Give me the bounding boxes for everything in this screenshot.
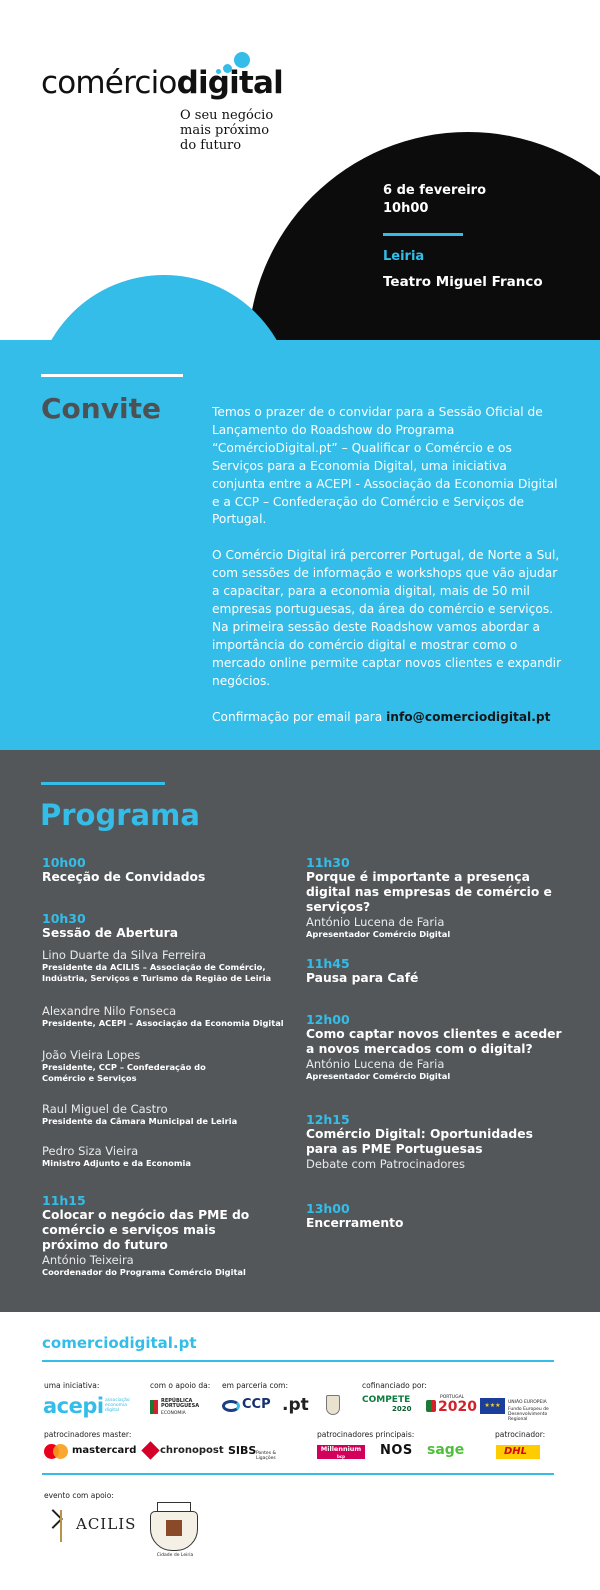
acepi-logo[interactable] bbox=[43, 1396, 104, 1417]
footer bbox=[0, 1312, 600, 1590]
speaker-name: Alexandre Nilo Fonseca bbox=[42, 1004, 177, 1018]
speaker-entry bbox=[42, 1048, 302, 1084]
brand-logo[interactable] bbox=[41, 65, 283, 101]
header-black-circle bbox=[248, 132, 600, 345]
speaker-role: Presidente, CCP – Confederação do Comércio e Serviços bbox=[42, 1062, 206, 1083]
site-link[interactable]: comerciodigital.pt bbox=[42, 1334, 197, 1352]
logo-regular-text: comércio bbox=[41, 65, 177, 101]
speaker-entry bbox=[42, 1144, 302, 1169]
schedule-title: Sessão de Abertura bbox=[42, 926, 179, 940]
schedule-time: 10h00 bbox=[42, 855, 86, 870]
eu-label: UNIÃO EUROPEIA bbox=[508, 1400, 547, 1405]
eu-fund-label: Fundo Europeu de Desenvolvimento Regional bbox=[508, 1407, 549, 1422]
schedule-time: 12h00 bbox=[306, 1012, 350, 1027]
speaker-role: Presidente, ACEPI – Associação da Economia Digital bbox=[42, 1018, 284, 1028]
speaker-role: Presidente da ACILIS – Associação de Comércio, Indústria, Serviços e Turismo da Região de Leiria bbox=[42, 962, 272, 983]
logo-bold-text: digital bbox=[176, 65, 283, 101]
speaker-entry bbox=[42, 1004, 302, 1029]
leiria-seal-text: Cidade de Leiria bbox=[156, 1553, 194, 1558]
speaker-role: Ministro Adjunto e da Economia bbox=[42, 1158, 191, 1168]
portugal2020-logo[interactable]: 2020 bbox=[438, 1399, 477, 1415]
tagline-line: O seu negócio bbox=[180, 108, 274, 123]
millennium-logo[interactable] bbox=[317, 1445, 365, 1459]
confirmation-label: Confirmação por email para bbox=[212, 709, 387, 724]
leiria-seal-icon[interactable] bbox=[146, 1502, 202, 1560]
millennium-logo-text: Millennium bbox=[320, 1445, 362, 1453]
master-sponsors-label: patrocinadores master: bbox=[44, 1430, 132, 1439]
program-divider bbox=[41, 782, 165, 785]
invitation-title: Convite bbox=[41, 392, 161, 425]
schedule-item bbox=[306, 855, 568, 940]
schedule-time: 11h15 bbox=[42, 1193, 86, 1208]
speaker-role: Apresentador Comércio Digital bbox=[306, 1071, 451, 1081]
acilis-mark-icon bbox=[44, 1510, 68, 1542]
schedule-item bbox=[306, 1201, 568, 1231]
invitation-divider bbox=[41, 374, 183, 377]
speaker-name: Lino Duarte da Silva Ferreira bbox=[42, 948, 207, 962]
schedule-item bbox=[306, 956, 568, 986]
schedule-item bbox=[306, 1012, 568, 1082]
portugal-label: PORTUGAL bbox=[440, 1395, 465, 1400]
confirmation-line bbox=[212, 709, 562, 727]
dhl-logo[interactable] bbox=[496, 1445, 540, 1459]
mastercard-logo[interactable]: mastercard bbox=[72, 1445, 137, 1456]
chronopost-logo[interactable]: chronopost bbox=[160, 1445, 224, 1456]
speaker-role: Apresentador Comércio Digital bbox=[306, 929, 451, 939]
ccp-swirl-icon bbox=[222, 1400, 240, 1412]
acepi-logo-text: acepi bbox=[43, 1394, 104, 1418]
sibs-subtitle: Pontes & Ligações bbox=[256, 1451, 276, 1461]
schedule-item bbox=[306, 1112, 536, 1171]
speaker-role: Coordenador do Programa Comércio Digital bbox=[42, 1267, 246, 1277]
speaker-name: António Lucena de Faria bbox=[306, 1057, 445, 1071]
speaker-name: João Vieira Lopes bbox=[42, 1048, 141, 1062]
speaker-entry bbox=[42, 948, 302, 984]
event-city: Leiria bbox=[383, 249, 425, 264]
schedule-title: Porque é importante a presença digital nas empresas de comércio e serviços? bbox=[306, 870, 552, 914]
speaker-entry bbox=[42, 1102, 302, 1127]
schedule-title: Colocar o negócio das PME do comércio e serviços mais próximo do futuro bbox=[42, 1208, 250, 1252]
republica-logo-text: REPÚBLICA PORTUGUESA bbox=[161, 1398, 200, 1409]
event-divider bbox=[383, 233, 463, 236]
partnership-label: em parceria com: bbox=[222, 1381, 289, 1390]
tagline-line: do futuro bbox=[180, 138, 242, 153]
compete-year: 2020 bbox=[392, 1405, 412, 1413]
tagline bbox=[180, 108, 320, 153]
acilis-logo[interactable]: ACILIS bbox=[76, 1515, 137, 1533]
event-venue: Teatro Miguel Franco bbox=[383, 274, 543, 290]
crest-icon bbox=[326, 1395, 340, 1415]
footer-divider bbox=[42, 1360, 554, 1362]
speaker-role: Presidente da Câmara Municipal de Leiria bbox=[42, 1116, 238, 1126]
speaker-name: António Lucena de Faria bbox=[306, 915, 445, 929]
invitation-paragraph: O Comércio Digital irá percorrer Portugal, de Norte a Sul, com sessões de informação e workshops que vão ajudar a capacitar, para a economia digital, mais de 50 mil empresas portuguesas, da área do comércio e serviços. Na primeira sessão deste Roadshow vamos abordar a importância do comércio digital e mostrar como o mercado online permite captar novos clientes e expandir negócios. bbox=[212, 548, 562, 688]
event-support-label: evento com apoio: bbox=[44, 1491, 114, 1500]
schedule-item bbox=[42, 1193, 274, 1278]
sibs-logo[interactable]: SIBS bbox=[228, 1444, 257, 1457]
speaker-name: Debate com Patrocinadores bbox=[306, 1157, 465, 1171]
cofinanced-label: cofinanciado por: bbox=[362, 1381, 427, 1390]
schedule-time: 10h30 bbox=[42, 911, 86, 926]
speaker-name: Raul Miguel de Castro bbox=[42, 1102, 168, 1116]
compete-logo[interactable]: COMPETE bbox=[362, 1395, 411, 1405]
invitation-paragraph: Temos o prazer de o convidar para a Sessão Oficial de Lançamento do Roadshow do Programa “ComércioDigital.pt” – Qualificar o Comércio e os Serviços para a Economia Digital, uma iniciativa conjunta entre a ACEPI - Associação da Economia Digital e a CCP – Confederação do Comércio e Serviços de Portugal. bbox=[212, 405, 558, 527]
portugal2020-mark-icon bbox=[426, 1400, 436, 1412]
sponsor-label: patrocinador: bbox=[495, 1430, 546, 1439]
ccp-logo[interactable]: CCP bbox=[242, 1397, 271, 1412]
nos-logo[interactable]: NOS bbox=[380, 1443, 413, 1458]
acepi-subtitle: associação economia digital bbox=[105, 1398, 130, 1413]
main-sponsors-label: patrocinadores principais: bbox=[317, 1430, 415, 1439]
speaker-name: António Teixeira bbox=[42, 1253, 134, 1267]
schedule-time: 13h00 bbox=[306, 1201, 350, 1216]
schedule-item bbox=[42, 855, 302, 885]
initiative-label: uma iniciativa: bbox=[44, 1381, 100, 1390]
invitation-section bbox=[0, 340, 600, 750]
pt-logo[interactable]: .pt bbox=[282, 1395, 309, 1415]
schedule-title: Pausa para Café bbox=[306, 971, 419, 985]
eu-flag-icon: ★★★ bbox=[480, 1398, 505, 1414]
schedule-time: 11h30 bbox=[306, 855, 350, 870]
tagline-line: mais próximo bbox=[180, 123, 270, 138]
republica-subtitle: ECONOMIA bbox=[161, 1411, 186, 1416]
schedule-title: Como captar novos clientes e aceder a novos mercados com o digital? bbox=[306, 1027, 562, 1056]
event-date: 6 de fevereiro bbox=[383, 183, 487, 198]
sage-logo[interactable]: sage bbox=[427, 1442, 465, 1458]
mastercard-circles-icon bbox=[44, 1444, 68, 1459]
email-link[interactable]: info@comerciodigital.pt bbox=[386, 709, 551, 724]
republica-flag-icon bbox=[150, 1400, 158, 1414]
event-time: 10h00 bbox=[383, 201, 429, 216]
program-title: Programa bbox=[40, 798, 200, 832]
schedule-title: Receção de Convidados bbox=[42, 870, 206, 884]
schedule-title: Encerramento bbox=[306, 1216, 404, 1230]
dhl-logo-text: DHL bbox=[504, 1446, 528, 1457]
schedule-time: 11h45 bbox=[306, 956, 350, 971]
schedule-time: 12h15 bbox=[306, 1112, 350, 1127]
millennium-subtitle: bcp bbox=[336, 1454, 346, 1459]
schedule-title: Comércio Digital: Oportunidades para as PME Portuguesas bbox=[306, 1127, 533, 1156]
chronopost-icon bbox=[141, 1441, 159, 1459]
program-section bbox=[0, 750, 600, 1312]
support-label: com o apoio da: bbox=[150, 1381, 211, 1390]
schedule-item bbox=[42, 911, 302, 941]
invitation-body bbox=[212, 404, 562, 745]
header bbox=[0, 0, 600, 345]
footer-divider bbox=[42, 1473, 554, 1475]
speaker-name: Pedro Siza Vieira bbox=[42, 1144, 139, 1158]
